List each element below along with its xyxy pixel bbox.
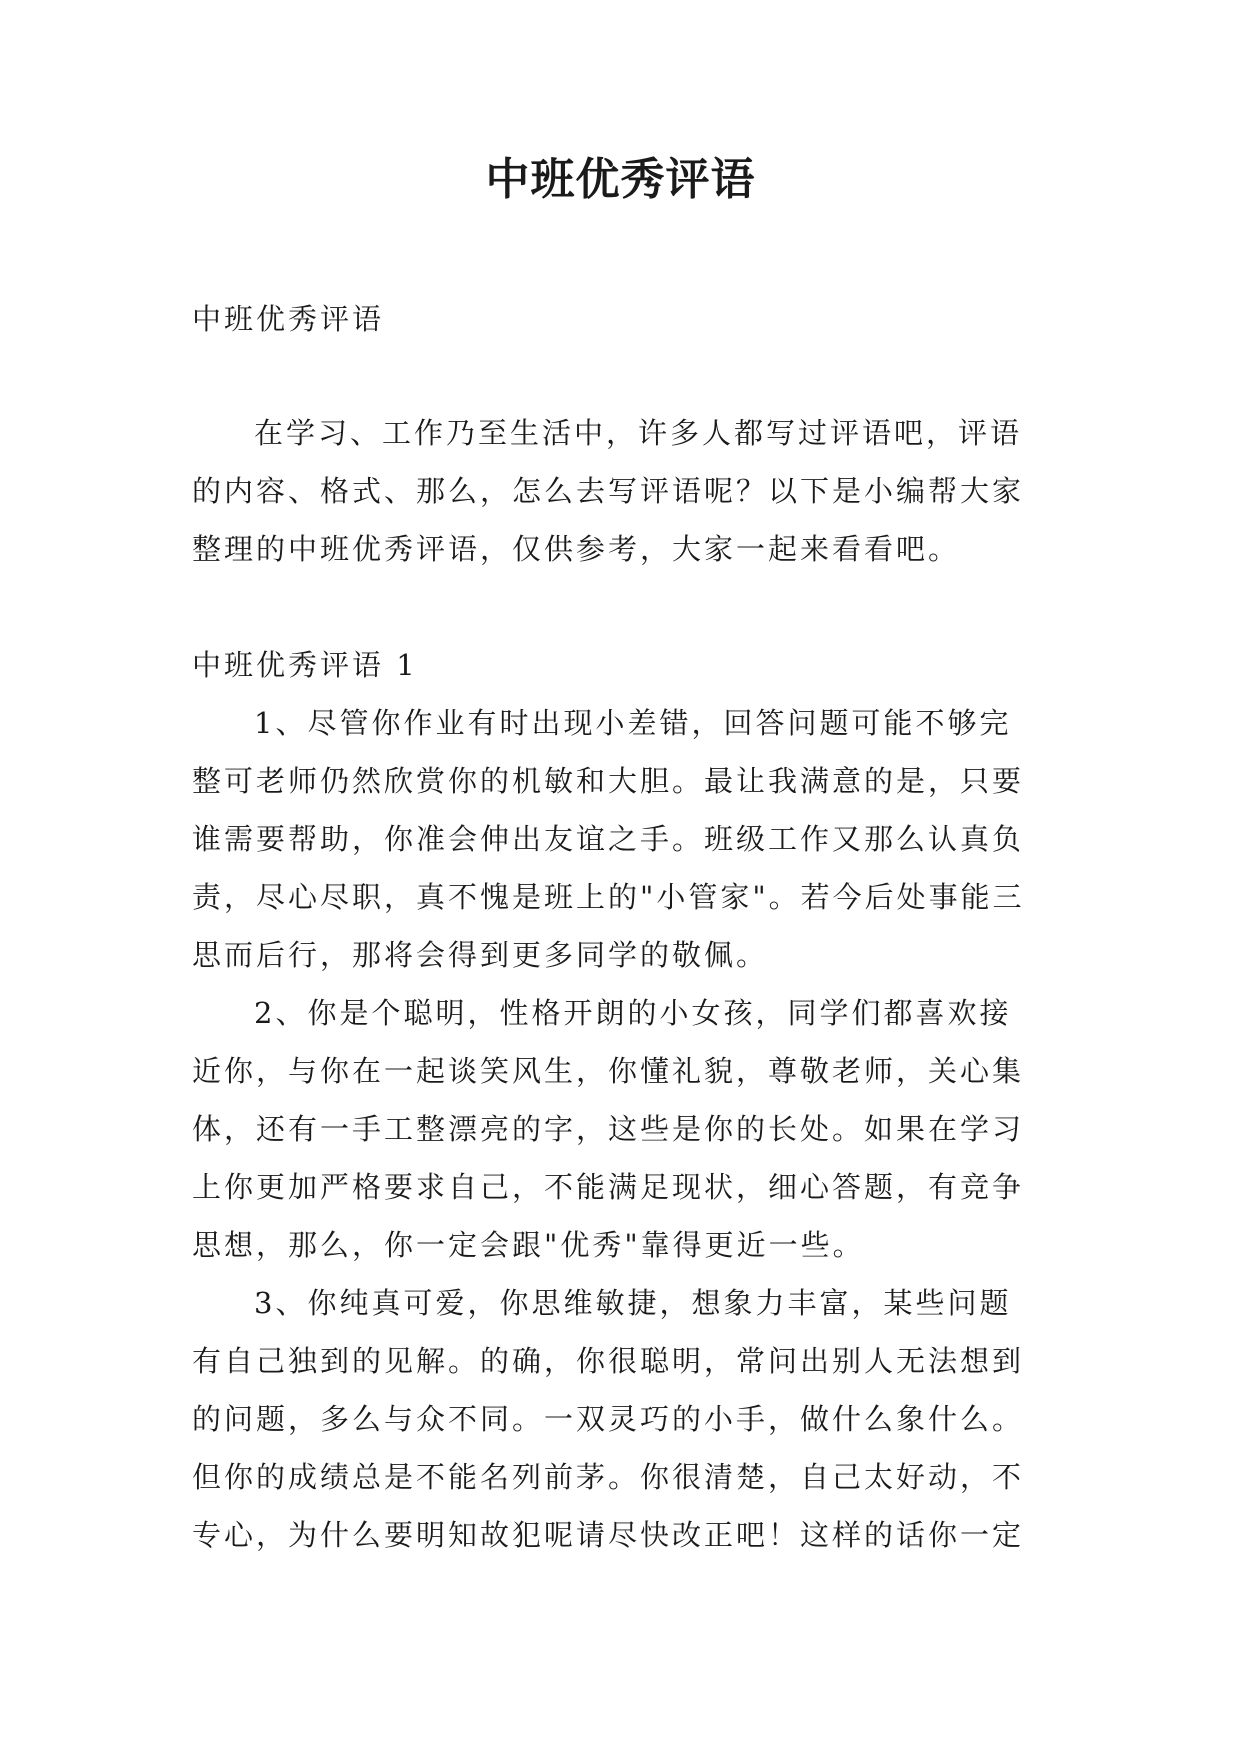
paragraph-line: 整理的中班优秀评语，仅供参考，大家一起来看看吧。 [192, 532, 961, 566]
paragraph-line: 责，尽心尽职，真不愧是班上的"小管家"。若今后处事能三 [192, 880, 1025, 914]
document-body [192, 290, 1054, 1564]
paragraph-line: 但你的成绩总是不能名列前茅。你很清楚，自己太好动，不 [192, 1460, 1025, 1494]
paragraph-line: 的内容、格式、那么，怎么去写评语呢？以下是小编帮大家 [192, 474, 1025, 508]
paragraph-line: 整可老师仍然欣赏你的机敏和大胆。最让我满意的是，只要 [192, 764, 1025, 798]
paragraph-line: 3、你纯真可爱，你思维敏捷，想象力丰富，某些问题 [254, 1286, 1012, 1320]
paragraph-line: 在学习、工作乃至生活中，许多人都写过评语吧，评语 [254, 416, 1023, 450]
spacer [192, 348, 1054, 404]
paragraph-line: 上你更加严格要求自己，不能满足现状，细心答题，有竞争 [192, 1170, 1025, 1204]
comment-item-3 [192, 1274, 1054, 1564]
paragraph-line: 思而后行，那将会得到更多同学的敬佩。 [192, 938, 769, 972]
spacer [192, 578, 1054, 636]
document-subtitle: 中班优秀评语 [192, 302, 385, 336]
document-title: 中班优秀评语 [485, 154, 756, 205]
paragraph-line: 1、尽管你作业有时出现小差错，回答问题可能不够完 [254, 706, 1012, 740]
paragraph-line: 谁需要帮助，你准会伸出友谊之手。班级工作又那么认真负 [192, 822, 1025, 856]
paragraph-line: 思想，那么，你一定会跟"优秀"靠得更近一些。 [192, 1228, 865, 1262]
paragraph-line: 有自己独到的见解。的确，你很聪明，常问出别人无法想到 [192, 1344, 1025, 1378]
paragraph-line: 专心，为什么要明知故犯呢请尽快改正吧！这样的话你一定 [192, 1518, 1025, 1552]
section-heading: 中班优秀评语 1 [192, 648, 418, 682]
intro-paragraph [192, 404, 1054, 578]
comment-item-2 [192, 984, 1054, 1274]
comment-item-1 [192, 694, 1054, 984]
paragraph-line: 的问题，多么与众不同。一双灵巧的小手，做什么象什么。 [192, 1402, 1025, 1436]
paragraph-line: 2、你是个聪明，性格开朗的小女孩，同学们都喜欢接 [254, 996, 1012, 1030]
paragraph-line: 近你，与你在一起谈笑风生，你懂礼貌，尊敬老师，关心集 [192, 1054, 1025, 1088]
paragraph-line: 体，还有一手工整漂亮的字，这些是你的长处。如果在学习 [192, 1112, 1025, 1146]
